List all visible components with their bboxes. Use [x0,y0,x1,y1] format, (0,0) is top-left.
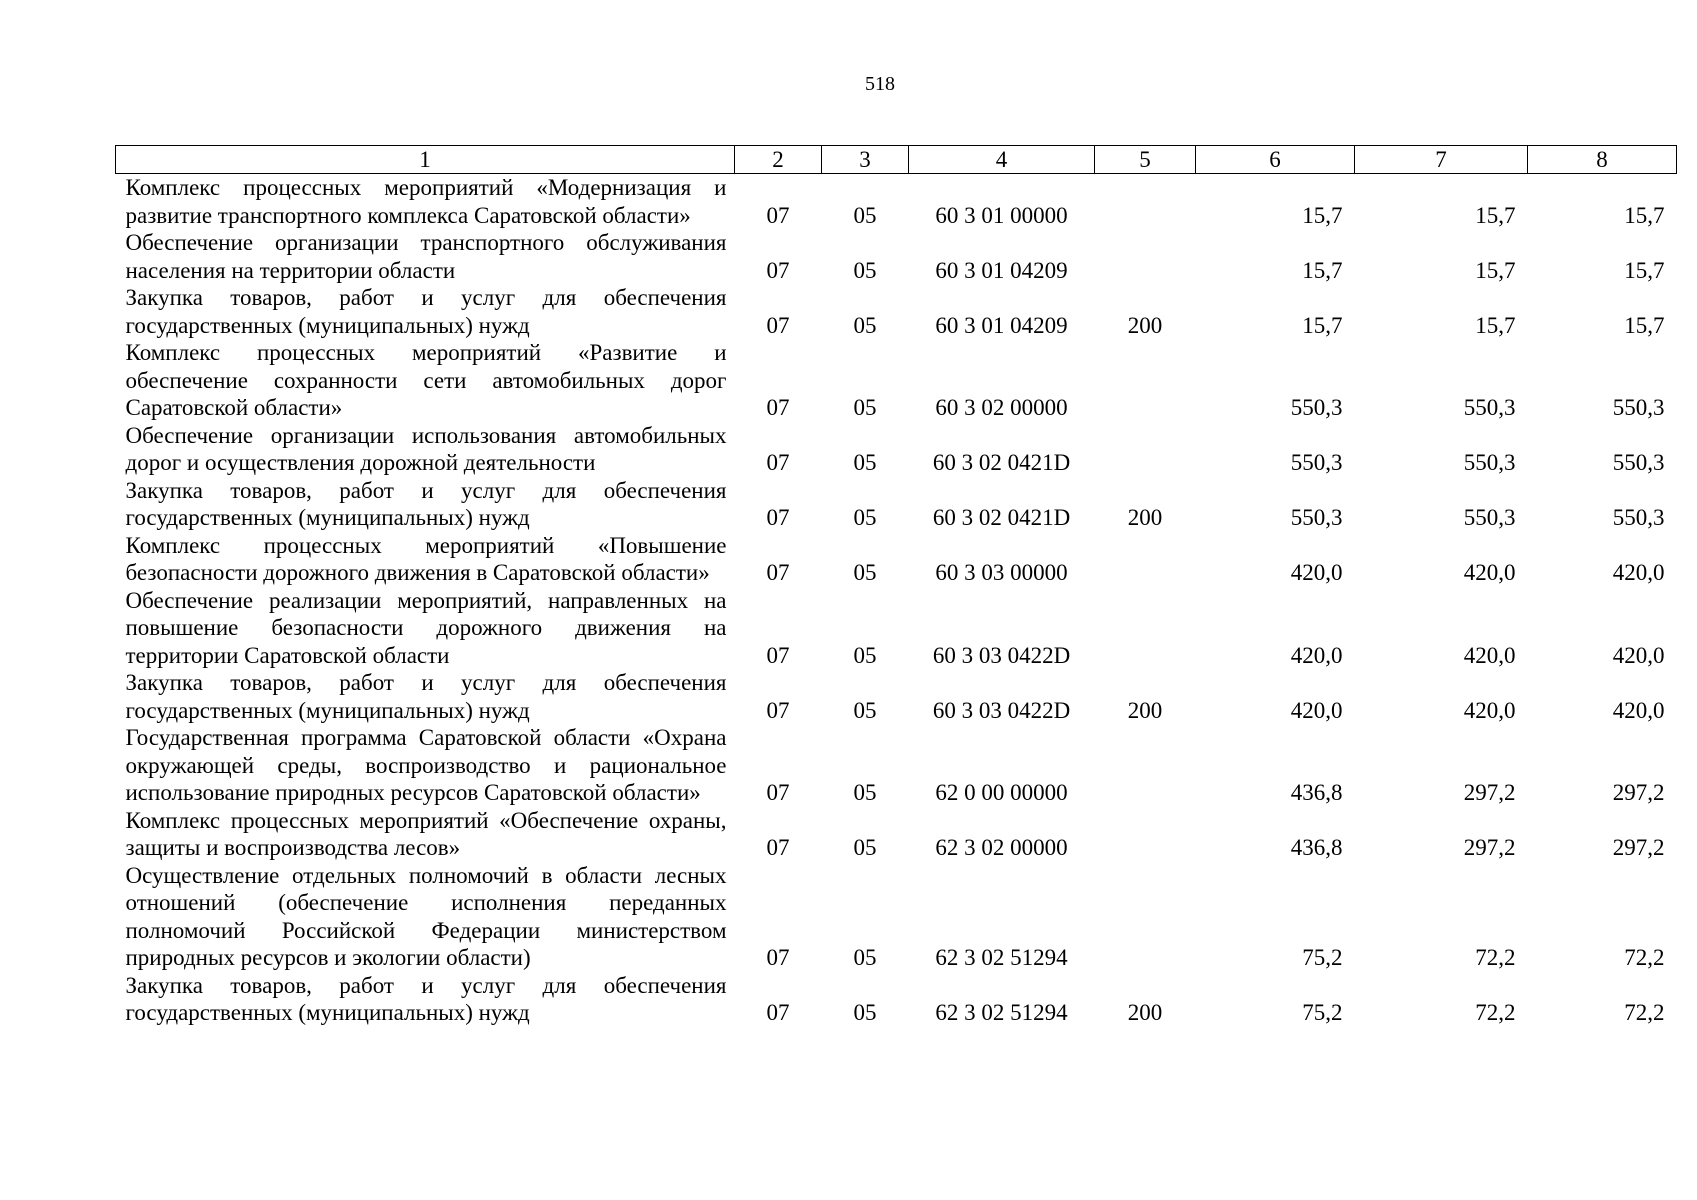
row-expense-type [1095,422,1196,477]
table-row [116,339,1677,422]
row-amount-col6: 420,0 [1290,642,1343,668]
row-name: Осуществление отдельных полномочий в области лесных отношений (обеспечение исполнения переданных полномочий Российской Федерации министерством природных ресурсов и экологии области) [125,862,727,970]
row-target-article: 60 3 01 04209 [935,257,1068,283]
row-target-article: 60 3 02 0421D [932,505,1071,530]
table-header [116,146,1677,174]
row-expense-type [1095,724,1196,807]
table-row [116,422,1677,477]
row-section: 07 [766,505,790,530]
row-section: 07 [766,312,790,338]
row-section: 07 [766,780,790,805]
row-amount-col6: 75,2 [1302,1000,1343,1025]
row-amount-col8: 15,7 [1624,257,1665,283]
row-amount-col7: 15,7 [1475,312,1516,338]
row-amount-col8: 72,2 [1624,1000,1665,1025]
row-target-article: 62 3 02 00000 [935,835,1068,860]
table-row [116,229,1677,284]
row-section: 07 [766,1000,790,1025]
row-amount-col6: 550,3 [1290,505,1343,530]
header-row [116,146,1677,174]
row-amount-col8: 420,0 [1612,560,1665,585]
row-amount-col6: 15,7 [1302,312,1343,338]
row-amount-col7: 72,2 [1475,945,1516,970]
row-section: 07 [766,642,790,668]
row-amount-col7: 420,0 [1463,642,1516,668]
row-name: Комплекс процессных мероприятий «Повышение безопасности дорожного движения в Саратовской области» [125,532,727,585]
table-row [116,587,1677,670]
row-name: Закупка товаров, работ и услуг для обеспечения государственных (муниципальных) нужд [125,477,727,530]
table-row [116,807,1677,862]
row-expense-type: 200 [1127,697,1163,723]
row-expense-type [1095,339,1196,422]
row-target-article: 60 3 03 0422D [932,697,1071,723]
table-row [116,669,1677,724]
row-target-article: 62 0 00 00000 [935,780,1068,805]
row-amount-col8: 550,3 [1612,395,1665,420]
row-amount-col6: 436,8 [1290,780,1343,805]
row-target-article: 60 3 02 0421D [932,450,1071,475]
row-amount-col7: 550,3 [1463,505,1516,530]
row-subsection: 05 [853,560,877,585]
row-subsection: 05 [853,1000,877,1025]
row-name: Государственная программа Саратовской области «Охрана окружающей среды, воспроизводство и рациональное использование природных ресурсов Саратовской области» [125,725,727,805]
row-section: 07 [766,697,790,723]
header-col-8: 8 [1528,146,1677,174]
row-target-article: 60 3 03 00000 [935,560,1068,585]
row-subsection: 05 [853,450,877,475]
row-amount-col6: 436,8 [1290,835,1343,860]
row-subsection: 05 [853,642,877,668]
row-name: Комплекс процессных мероприятий «Развитие и обеспечение сохранности сети автомобильных дорог Саратовской области» [125,340,727,420]
row-section: 07 [766,835,790,860]
page-number [0,72,1697,96]
row-name: Комплекс процессных мероприятий «Модернизация и развитие транспортного комплекса Саратовской области» [125,175,727,228]
header-col-2: 2 [735,146,822,174]
row-amount-col7: 297,2 [1463,835,1516,860]
row-target-article: 60 3 01 00000 [935,202,1068,228]
row-target-article: 60 3 02 00000 [935,395,1068,420]
row-section: 07 [766,560,790,585]
row-amount-col6: 420,0 [1290,560,1343,585]
row-name: Обеспечение реализации мероприятий, направленных на повышение безопасности дорожного движения на территории Саратовской области [125,587,727,668]
row-amount-col8: 420,0 [1612,697,1665,723]
row-amount-col8: 15,7 [1624,312,1665,338]
row-amount-col7: 550,3 [1463,395,1516,420]
row-subsection: 05 [853,945,877,970]
table-row [116,174,1677,230]
row-amount-col6: 550,3 [1290,395,1343,420]
page-number-text: 518 [865,73,895,95]
row-subsection: 05 [853,395,877,420]
row-target-article: 62 3 02 51294 [935,1000,1068,1025]
row-expense-type: 200 [1127,312,1163,338]
row-amount-col7: 420,0 [1463,697,1516,723]
row-amount-col8: 72,2 [1624,945,1665,970]
row-expense-type [1095,174,1196,230]
row-subsection: 05 [853,835,877,860]
header-col-1: 1 [116,146,735,174]
row-section: 07 [766,450,790,475]
header-col-6: 6 [1196,146,1355,174]
row-subsection: 05 [853,780,877,805]
row-subsection: 05 [853,312,877,338]
table-row [116,862,1677,972]
row-section: 07 [766,945,790,970]
table-row [116,477,1677,532]
row-amount-col8: 550,3 [1612,450,1665,475]
row-subsection: 05 [853,505,877,530]
row-amount-col8: 550,3 [1612,505,1665,530]
table-body [116,174,1677,1027]
row-name: Закупка товаров, работ и услуг для обеспечения государственных (муниципальных) нужд [125,285,727,338]
row-amount-col6: 550,3 [1290,450,1343,475]
table-row [116,532,1677,587]
row-amount-col8: 15,7 [1624,202,1665,228]
table-row [116,724,1677,807]
row-subsection: 05 [853,257,877,283]
row-target-article: 62 3 02 51294 [935,945,1068,970]
row-expense-type [1095,862,1196,972]
header-col-3: 3 [822,146,909,174]
table-row [116,284,1677,339]
row-target-article: 60 3 01 04209 [935,312,1068,338]
header-col-5: 5 [1095,146,1196,174]
row-subsection: 05 [853,202,877,228]
row-expense-type: 200 [1127,505,1163,530]
row-expense-type [1095,229,1196,284]
row-amount-col8: 297,2 [1612,780,1665,805]
header-col-4: 4 [909,146,1095,174]
row-expense-type [1095,532,1196,587]
row-amount-col6: 15,7 [1302,202,1343,228]
row-section: 07 [766,257,790,283]
row-amount-col7: 420,0 [1463,560,1516,585]
row-amount-col6: 420,0 [1290,697,1343,723]
row-amount-col7: 15,7 [1475,202,1516,228]
row-amount-col8: 297,2 [1612,835,1665,860]
budget-table [115,145,1677,1027]
row-amount-col7: 550,3 [1463,450,1516,475]
table-row [116,972,1677,1027]
row-amount-col7: 15,7 [1475,257,1516,283]
row-name: Обеспечение организации использования автомобильных дорог и осуществления дорожной деятельности [125,422,727,475]
row-name: Закупка товаров, работ и услуг для обеспечения государственных (муниципальных) нужд [125,972,727,1025]
row-expense-type [1095,587,1196,670]
row-amount-col6: 75,2 [1302,945,1343,970]
row-amount-col7: 72,2 [1475,1000,1516,1025]
row-expense-type [1095,807,1196,862]
row-expense-type: 200 [1127,1000,1163,1025]
row-section: 07 [766,202,790,228]
header-col-7: 7 [1355,146,1528,174]
row-amount-col8: 420,0 [1612,642,1665,668]
row-name: Обеспечение организации транспортного обслуживания населения на территории области [125,230,727,283]
row-subsection: 05 [853,697,877,723]
row-amount-col6: 15,7 [1302,257,1343,283]
row-section: 07 [766,395,790,420]
row-name: Закупка товаров, работ и услуг для обеспечения государственных (муниципальных) нужд [125,670,727,723]
row-name: Комплекс процессных мероприятий «Обеспечение охраны, защиты и воспроизводства лесов» [125,807,727,860]
row-target-article: 60 3 03 0422D [932,642,1071,668]
row-amount-col7: 297,2 [1463,780,1516,805]
